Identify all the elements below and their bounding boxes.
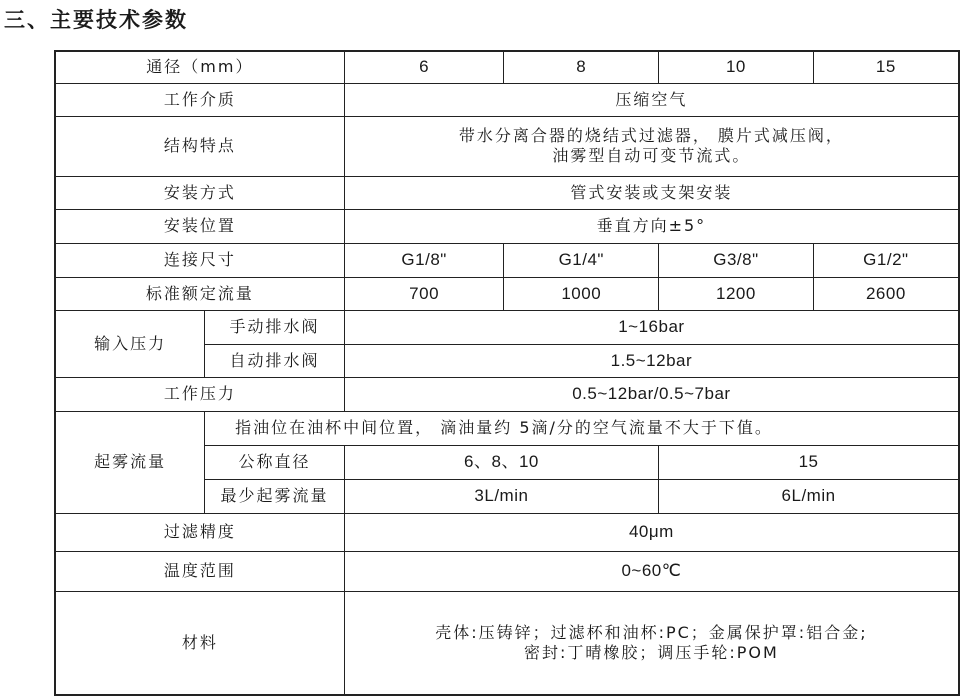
install-position-label: 安装位置 (55, 209, 344, 243)
table-row (55, 176, 959, 209)
input-pressure-label: 输入压力 (55, 310, 205, 377)
structure-value (344, 116, 959, 176)
install-method-label: 安装方式 (55, 176, 344, 209)
table-row (55, 591, 959, 695)
section-heading: 三、主要技术参数 (4, 8, 188, 32)
temperature-label: 温度范围 (55, 551, 344, 591)
manual-drain-value: 1~16bar (344, 310, 959, 344)
flow-value: 1200 (659, 277, 814, 310)
table-row (55, 513, 959, 551)
medium-label: 工作介质 (55, 83, 344, 116)
min-mist-value: 6L/min (659, 479, 959, 513)
manual-drain-label: 手动排水阀 (205, 310, 345, 344)
nominal-diameter-value: 6、8、10 (344, 445, 658, 479)
material-line: 密封:丁晴橡胶；调压手轮:POM (523, 642, 779, 662)
nominal-diameter-value: 15 (659, 445, 959, 479)
table-row (55, 243, 959, 277)
temperature-value: 0~60℃ (344, 551, 959, 591)
install-method-value: 管式安装或支架安装 (344, 176, 959, 209)
connection-value: G1/2" (813, 243, 959, 277)
install-position-value: 垂直方向±5° (344, 209, 959, 243)
connection-value: G1/4" (504, 243, 659, 277)
min-mist-label: 最少起雾流量 (205, 479, 345, 513)
table-row (55, 310, 959, 344)
working-pressure-value: 0.5~12bar/0.5~7bar (344, 377, 959, 411)
medium-value: 压缩空气 (344, 83, 959, 116)
auto-drain-label: 自动排水阀 (205, 344, 345, 377)
table-row (55, 277, 959, 310)
bore-label: 通径（mm） (55, 51, 344, 83)
nominal-diameter-label: 公称直径 (205, 445, 345, 479)
structure-label: 结构特点 (55, 116, 344, 176)
connection-label: 连接尺寸 (55, 243, 344, 277)
bore-value: 10 (659, 51, 814, 83)
table-row (55, 411, 959, 445)
flow-value: 1000 (504, 277, 659, 310)
working-pressure-label: 工作压力 (55, 377, 344, 411)
flow-value: 700 (344, 277, 504, 310)
bore-value: 15 (813, 51, 959, 83)
mist-note: 指油位在油杯中间位置， 滴油量约 5滴/分的空气流量不大于下值。 (205, 411, 959, 445)
flow-label: 标准额定流量 (55, 277, 344, 310)
material-label: 材料 (55, 591, 344, 695)
table-row (55, 116, 959, 176)
table-row (55, 377, 959, 411)
material-value (344, 591, 959, 695)
auto-drain-value: 1.5~12bar (344, 344, 959, 377)
mist-flow-label: 起雾流量 (55, 411, 205, 513)
connection-value: G1/8" (344, 243, 504, 277)
min-mist-value: 3L/min (344, 479, 658, 513)
connection-value: G3/8" (659, 243, 814, 277)
flow-value: 2600 (813, 277, 959, 310)
bore-value: 6 (344, 51, 504, 83)
table-row (55, 209, 959, 243)
table-row (55, 83, 959, 116)
filtration-value: 40μm (344, 513, 959, 551)
table-row (55, 551, 959, 591)
bore-value: 8 (504, 51, 659, 83)
structure-line: 带水分离合器的烧结式过滤器， 膜片式减压阀， (458, 126, 844, 145)
spec-table (54, 50, 960, 696)
material-line: 壳体:压铸锌；过滤杯和油杯:PC；金属保护罩:铝合金; (435, 622, 868, 642)
filtration-label: 过滤精度 (55, 513, 344, 551)
structure-line: 油雾型自动可变节流式。 (552, 146, 751, 165)
table-row (55, 51, 959, 83)
